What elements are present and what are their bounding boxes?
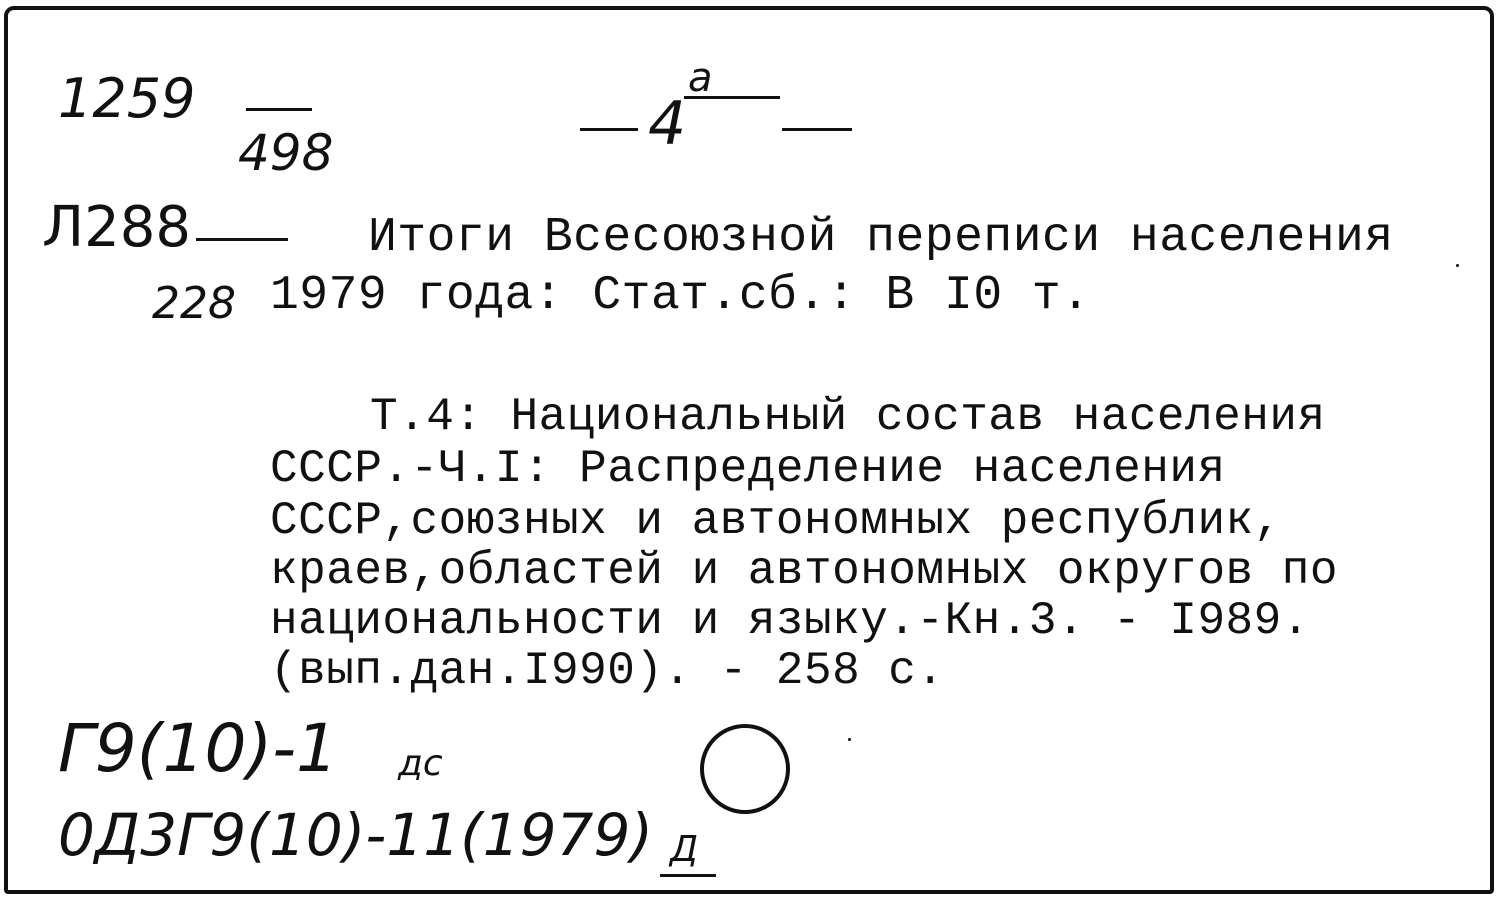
page-marker-superscript: а xyxy=(688,55,713,101)
shelf-mark-top: 1259 xyxy=(58,67,196,130)
body-line-6: (вып.дан.I990). - 258 с. xyxy=(270,645,945,697)
class-code-2-underline xyxy=(660,874,716,877)
body-line-4: краев,областей и автономных округов по xyxy=(270,545,1338,597)
shelf-mark-top-sub: 498 xyxy=(238,124,334,182)
shelf-mark-second-rule xyxy=(196,238,288,241)
page-marker-sup-rule xyxy=(684,96,780,99)
shelf-mark-top-rule xyxy=(246,108,312,111)
body-line-1: Т.4: Национальный состав населения xyxy=(370,391,1326,443)
title-line-2: 1979 года: Стат.сб.: В I0 т. xyxy=(270,269,1091,323)
shelf-mark-second: Л288 xyxy=(42,195,191,260)
class-code-2: 0Д3Г9(10)-11(1979) xyxy=(58,801,653,869)
stamp-circle xyxy=(700,724,790,814)
shelf-mark-second-sub: 228 xyxy=(152,278,236,329)
body-line-5: национальности и языку.-Кн.3. - I989. xyxy=(270,595,1310,647)
class-code-1-suffix: дс xyxy=(398,743,443,784)
speck xyxy=(848,738,851,741)
page-marker-left-dash xyxy=(580,128,638,131)
speck xyxy=(1456,264,1459,267)
body-line-3: СССР,союзных и автономных республик, xyxy=(270,495,1282,547)
body-line-2: СССР.-Ч.I: Распределение населения xyxy=(270,443,1226,495)
page-marker-right-dash xyxy=(782,128,852,131)
title-line-1: Итоги Всесоюзной переписи населения xyxy=(368,211,1394,265)
class-code-2-suffix: Д xyxy=(670,829,699,870)
class-code-1: Г9(10)-1 xyxy=(58,710,339,787)
page-marker-number: 4 xyxy=(648,89,687,159)
